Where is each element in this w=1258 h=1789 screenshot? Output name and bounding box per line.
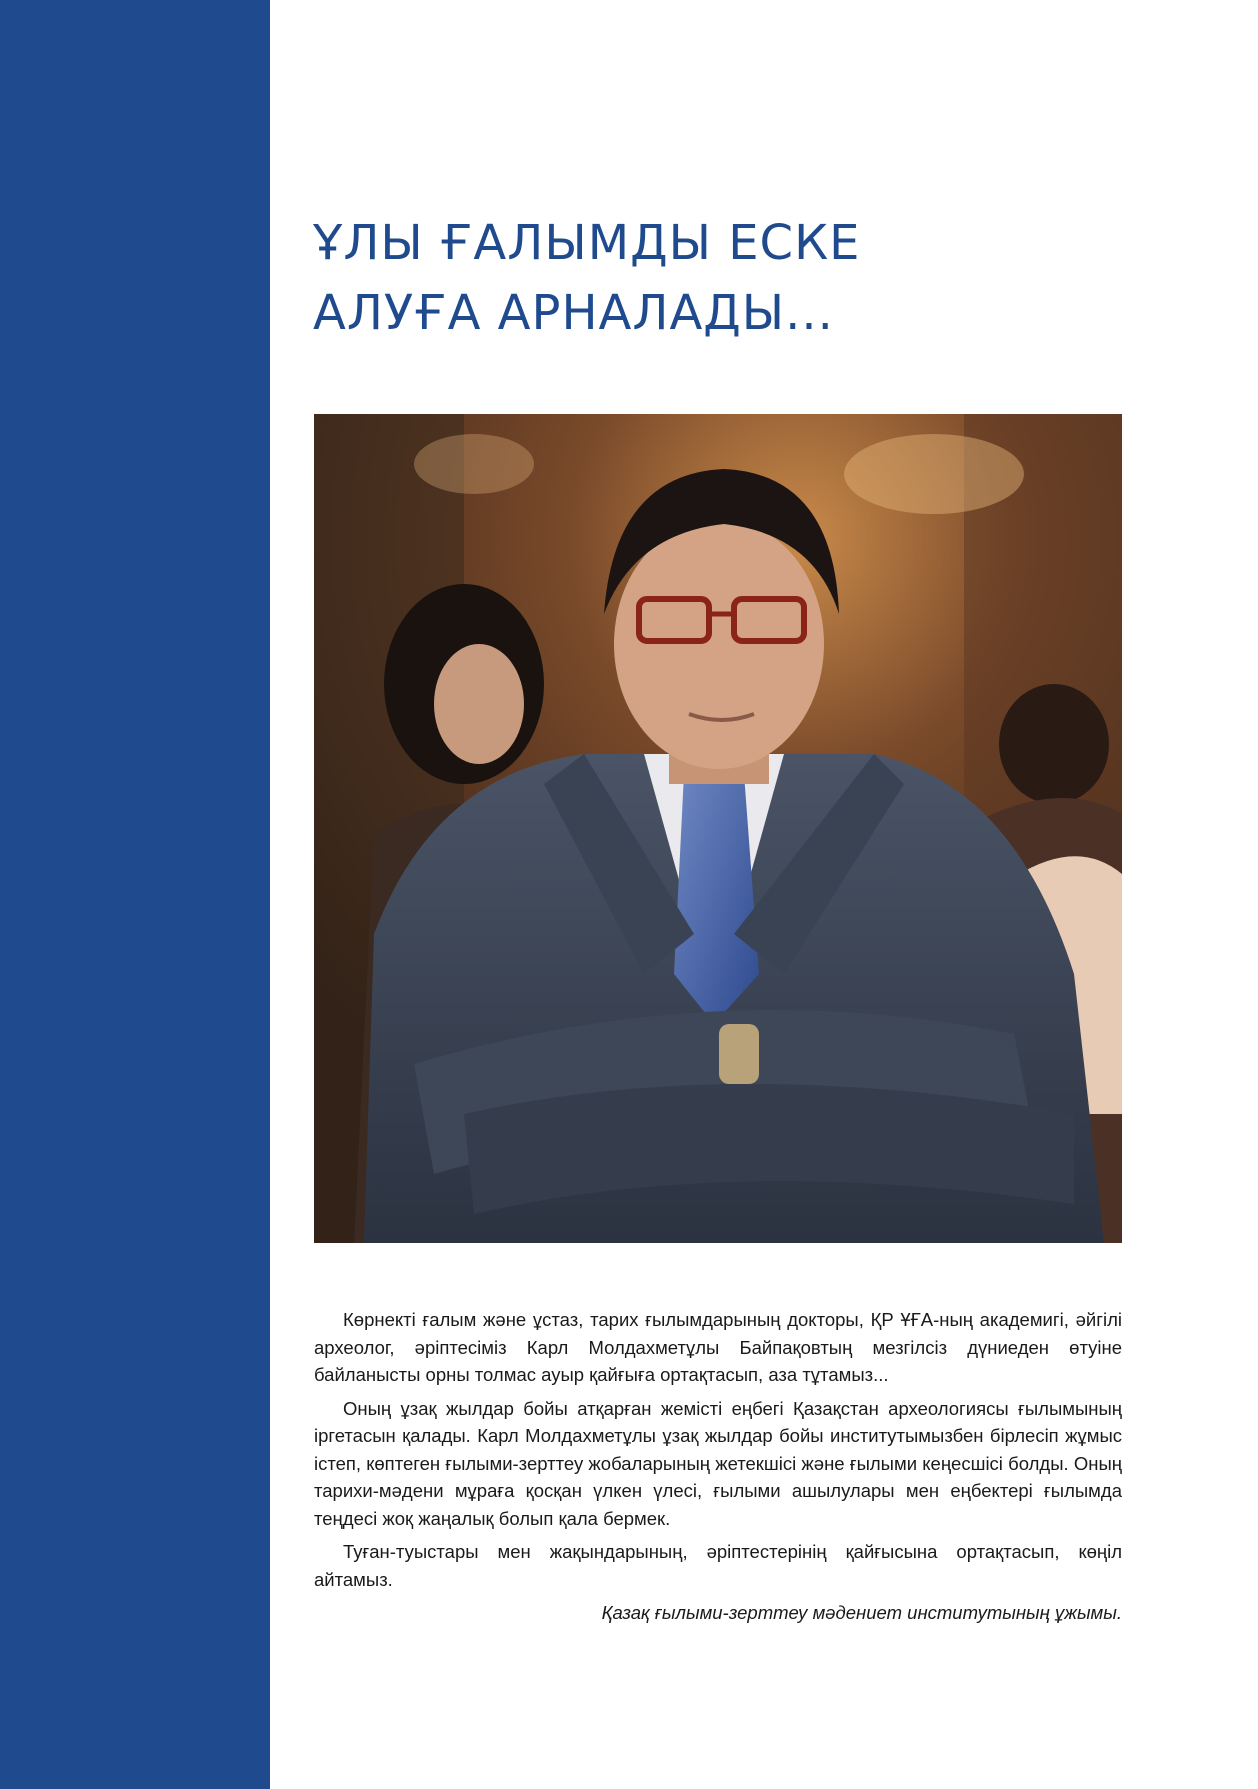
page-title (313, 208, 1113, 348)
title-line-1: ҰЛЫ ҒАЛЫМДЫ ЕСКЕ (313, 215, 861, 271)
portrait-photo (314, 414, 1122, 1243)
title-line-2: АЛУҒА АРНАЛАДЫ... (313, 285, 834, 341)
paragraph-1: Көрнекті ғалым және ұстаз, тарих ғылымдарының докторы, ҚР ҰҒА-ның академигі, әйгілі археолог, әріптесіміз Карл Молдахметұлы Байпақовтың мезгілсіз дүниеден өтуіне байланысты орны толмас ауыр қайғыға ортақтасып, аза тұтамыз... (314, 1309, 1122, 1385)
article-text (314, 1306, 1122, 1627)
paragraph-2: Оның ұзақ жылдар бойы атқарған жемісті еңбегі Қазақстан археологиясы ғылымының іргетасын қалады. Карл Молдахметұлы ұзақ жылдар бойы институтымызбен бірлесіп жұмыс істеп, көптеген ғылыми-зерттеу жобаларының жетекшісі және ғылыми кеңесшісі болды. Оның тарихи-мәдени мұрағa қосқан үлкен үлесі, ғылыми ашылулары мен еңбектері ғылымда теңдесі жоқ жаңалық болып қала бермек. (314, 1397, 1122, 1529)
signature: Қазақ ғылыми-зерттеу мәдениет институтының ұжымы. (601, 1602, 1122, 1623)
blue-sidebar (0, 0, 270, 1789)
portrait-photo-illustration (314, 414, 1122, 1243)
paragraph-3: Туған-туыстары мен жақындарының, әріптестерінің қайғысына ортақтасып, көңіл айтамыз. (314, 1541, 1122, 1590)
